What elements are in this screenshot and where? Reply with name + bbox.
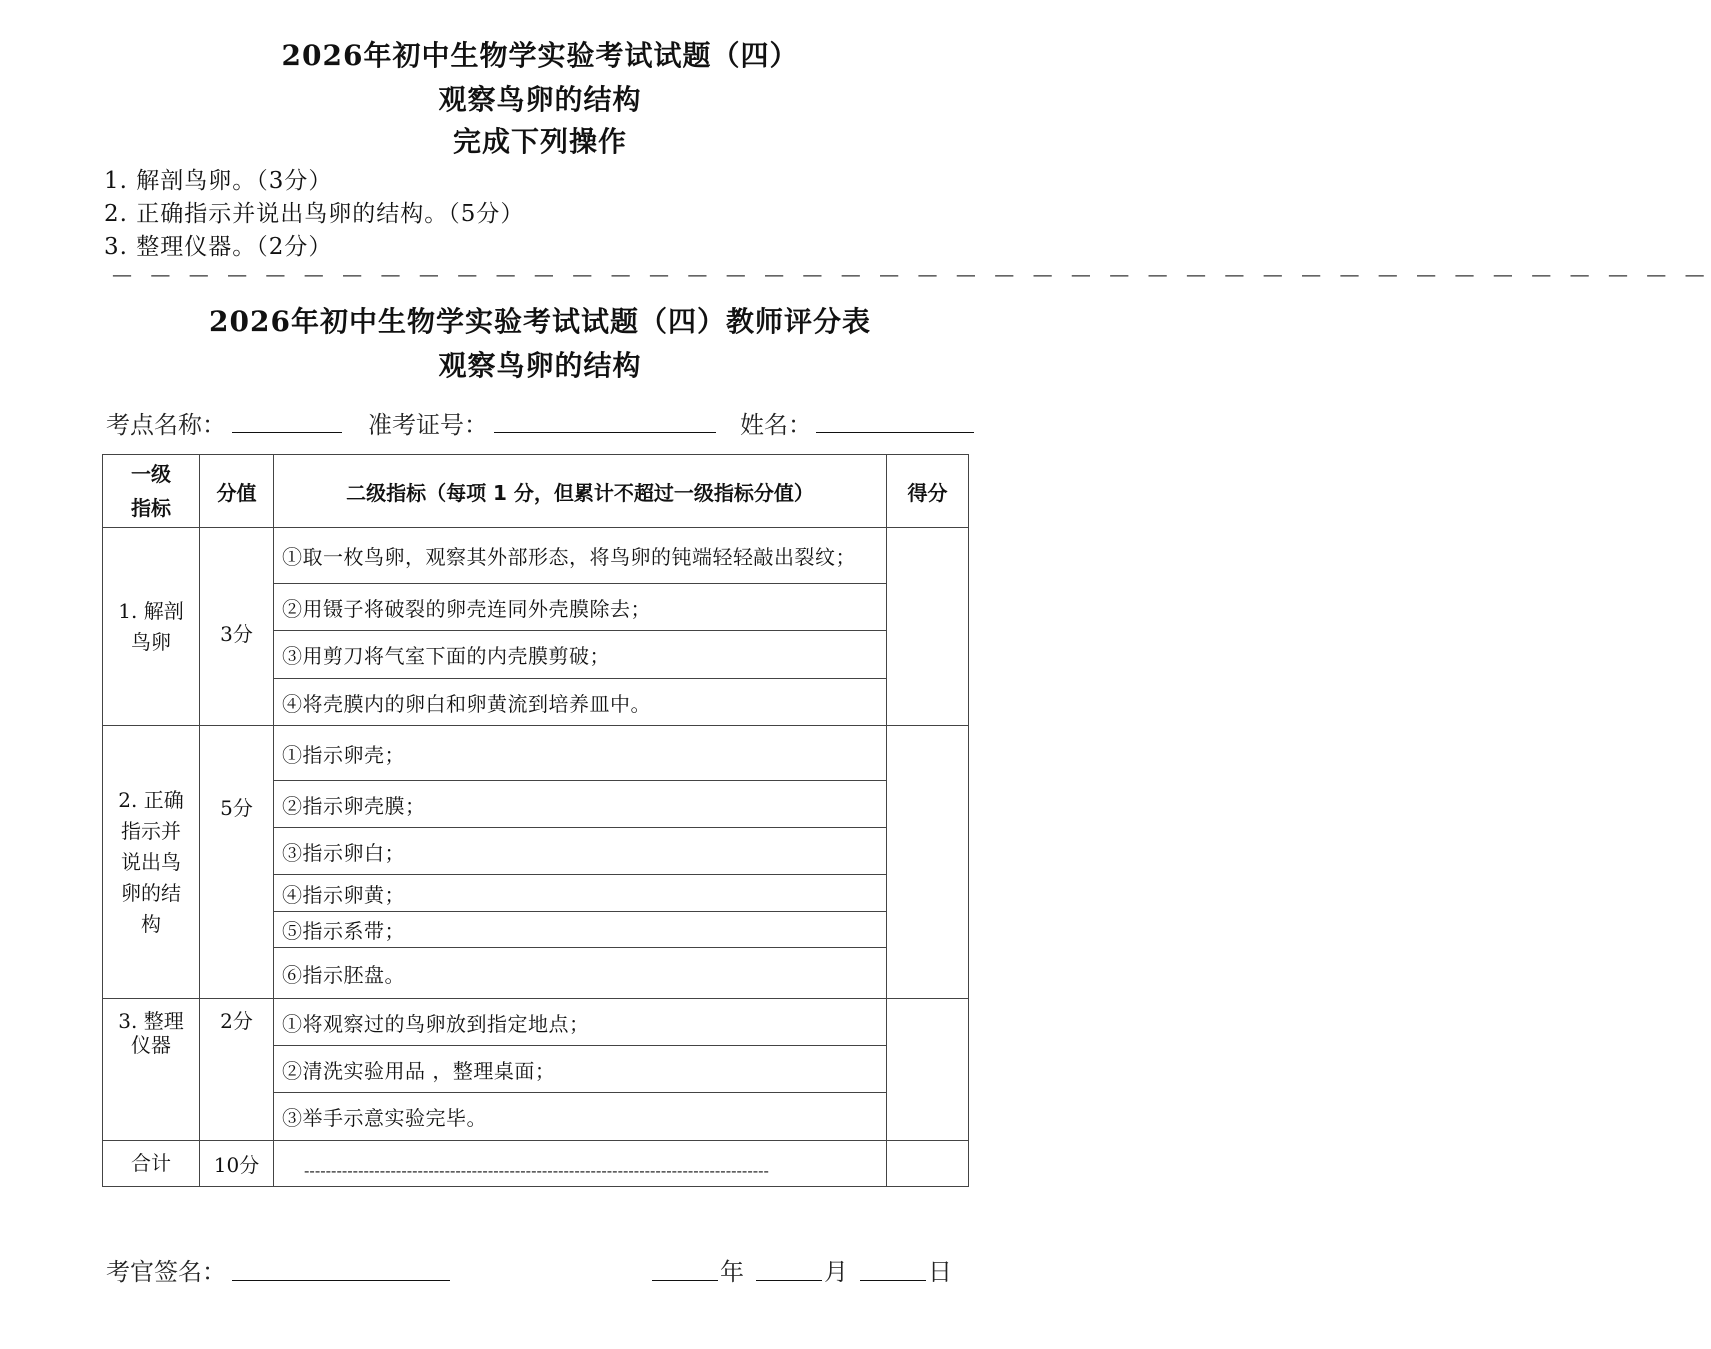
site-label: 考点名称： [106, 411, 226, 439]
group2-label-line: 构 [141, 911, 161, 936]
group1-item-2: ②用镊子将破裂的卵壳连同外壳膜除去； [274, 584, 887, 631]
exam-no-label: 准考证号： [368, 411, 488, 439]
group3-points: 2分 [200, 999, 274, 1141]
total-points: 10分 [200, 1141, 274, 1187]
cut-line: — — — — — — — — — — — — — — — — — — — — — — — — — — — — — — — — — — — — — — — — — — [112, 262, 1711, 286]
group3-item-3: ③举手示意实验完毕。 [274, 1093, 887, 1141]
group3-item-2: ②清洗实验用品 ，整理桌面； [274, 1046, 887, 1093]
group2-label-line: 说出鸟 [121, 849, 181, 874]
operations-heading: 完成下列操作 [452, 125, 627, 158]
table-header-row [103, 455, 969, 528]
group1-label-line: 1. 解剖 [118, 598, 184, 623]
year-input[interactable] [652, 1280, 718, 1281]
group2-label-line: 指示并 [121, 818, 181, 843]
task-item-3: 3. 整理仪器。（2分） [104, 234, 333, 260]
group1-item-1: ①取一枚鸟卵，观察其外部形态，将鸟卵的钝端轻轻敲出裂纹； [274, 528, 887, 584]
group3-score-cell[interactable] [887, 999, 969, 1141]
examiner-signature-input[interactable] [232, 1280, 450, 1281]
group1-item-3: ③用剪刀将气室下面的内壳膜剪破； [274, 631, 887, 679]
total-dashes: -------------------------------------------------------------------------------------- [304, 1161, 769, 1180]
total-dashes-cell [274, 1141, 887, 1187]
site-input[interactable] [232, 432, 342, 433]
group2-label-line: 2. 正确 [118, 787, 184, 812]
group1-label-line: 鸟卵 [131, 629, 171, 654]
group1-points: 3分 [200, 528, 274, 726]
total-score-cell[interactable] [887, 1141, 969, 1187]
score-sheet-title: 2026年初中生物学实验考试试题（四）教师评分表 [209, 305, 871, 338]
day-label: 日 [928, 1258, 952, 1286]
group2-item-2: ②指示卵壳膜； [274, 781, 887, 828]
task-item-1: 1. 解剖鸟卵。（3分） [104, 168, 333, 194]
group2-item-5: ⑤指示系带； [274, 912, 887, 948]
group2-item-4: ④指示卵黄； [274, 875, 887, 912]
group3-item-1: ①将观察过的鸟卵放到指定地点； [274, 999, 887, 1046]
group3-label-line: 仪器 [131, 1033, 171, 1057]
group2-item-6: ⑥指示胚盘。 [274, 948, 887, 999]
group3-label [103, 999, 200, 1141]
month-label: 月 [824, 1258, 848, 1286]
group1-item-4: ④将壳膜内的卵白和卵黄流到培养皿中。 [274, 679, 887, 726]
name-label: 姓名： [740, 411, 812, 439]
day-input[interactable] [860, 1280, 926, 1281]
group1-score-cell[interactable] [887, 528, 969, 726]
scoring-table [102, 454, 969, 1187]
header-level1-line2: 指标 [131, 496, 171, 520]
exam-title: 2026年初中生物学实验考试试题（四） [281, 39, 799, 72]
group2-label-line: 卵的结 [121, 880, 181, 905]
table-row [103, 726, 969, 781]
group3-label-line: 3. 整理 [118, 1009, 184, 1033]
table-row [103, 999, 969, 1046]
header-level2: 二级指标（每项 1 分，但累计不超过一级指标分值） [274, 455, 887, 528]
group2-item-3: ③指示卵白； [274, 828, 887, 875]
group2-score-cell[interactable] [887, 726, 969, 999]
score-sheet-subtitle: 观察鸟卵的结构 [438, 349, 642, 382]
month-input[interactable] [756, 1280, 822, 1281]
exam-subtitle: 观察鸟卵的结构 [438, 83, 642, 116]
header-points: 分值 [200, 455, 274, 528]
task-item-2: 2. 正确指示并说出鸟卵的结构。（5分） [104, 201, 525, 227]
year-label: 年 [720, 1258, 744, 1286]
total-row [103, 1141, 969, 1187]
table-row [103, 528, 969, 584]
group2-points: 5分 [200, 726, 274, 999]
group2-item-1: ①指示卵壳； [274, 726, 887, 781]
header-score: 得分 [887, 455, 969, 528]
exam-no-input[interactable] [494, 432, 716, 433]
group2-label [103, 726, 200, 999]
name-input[interactable] [816, 432, 974, 433]
group1-label [103, 528, 200, 726]
examiner-signature-label: 考官签名： [106, 1258, 226, 1286]
total-label: 合计 [103, 1141, 200, 1187]
header-level1-line1: 一级 [131, 462, 171, 486]
header-level1 [103, 455, 200, 528]
